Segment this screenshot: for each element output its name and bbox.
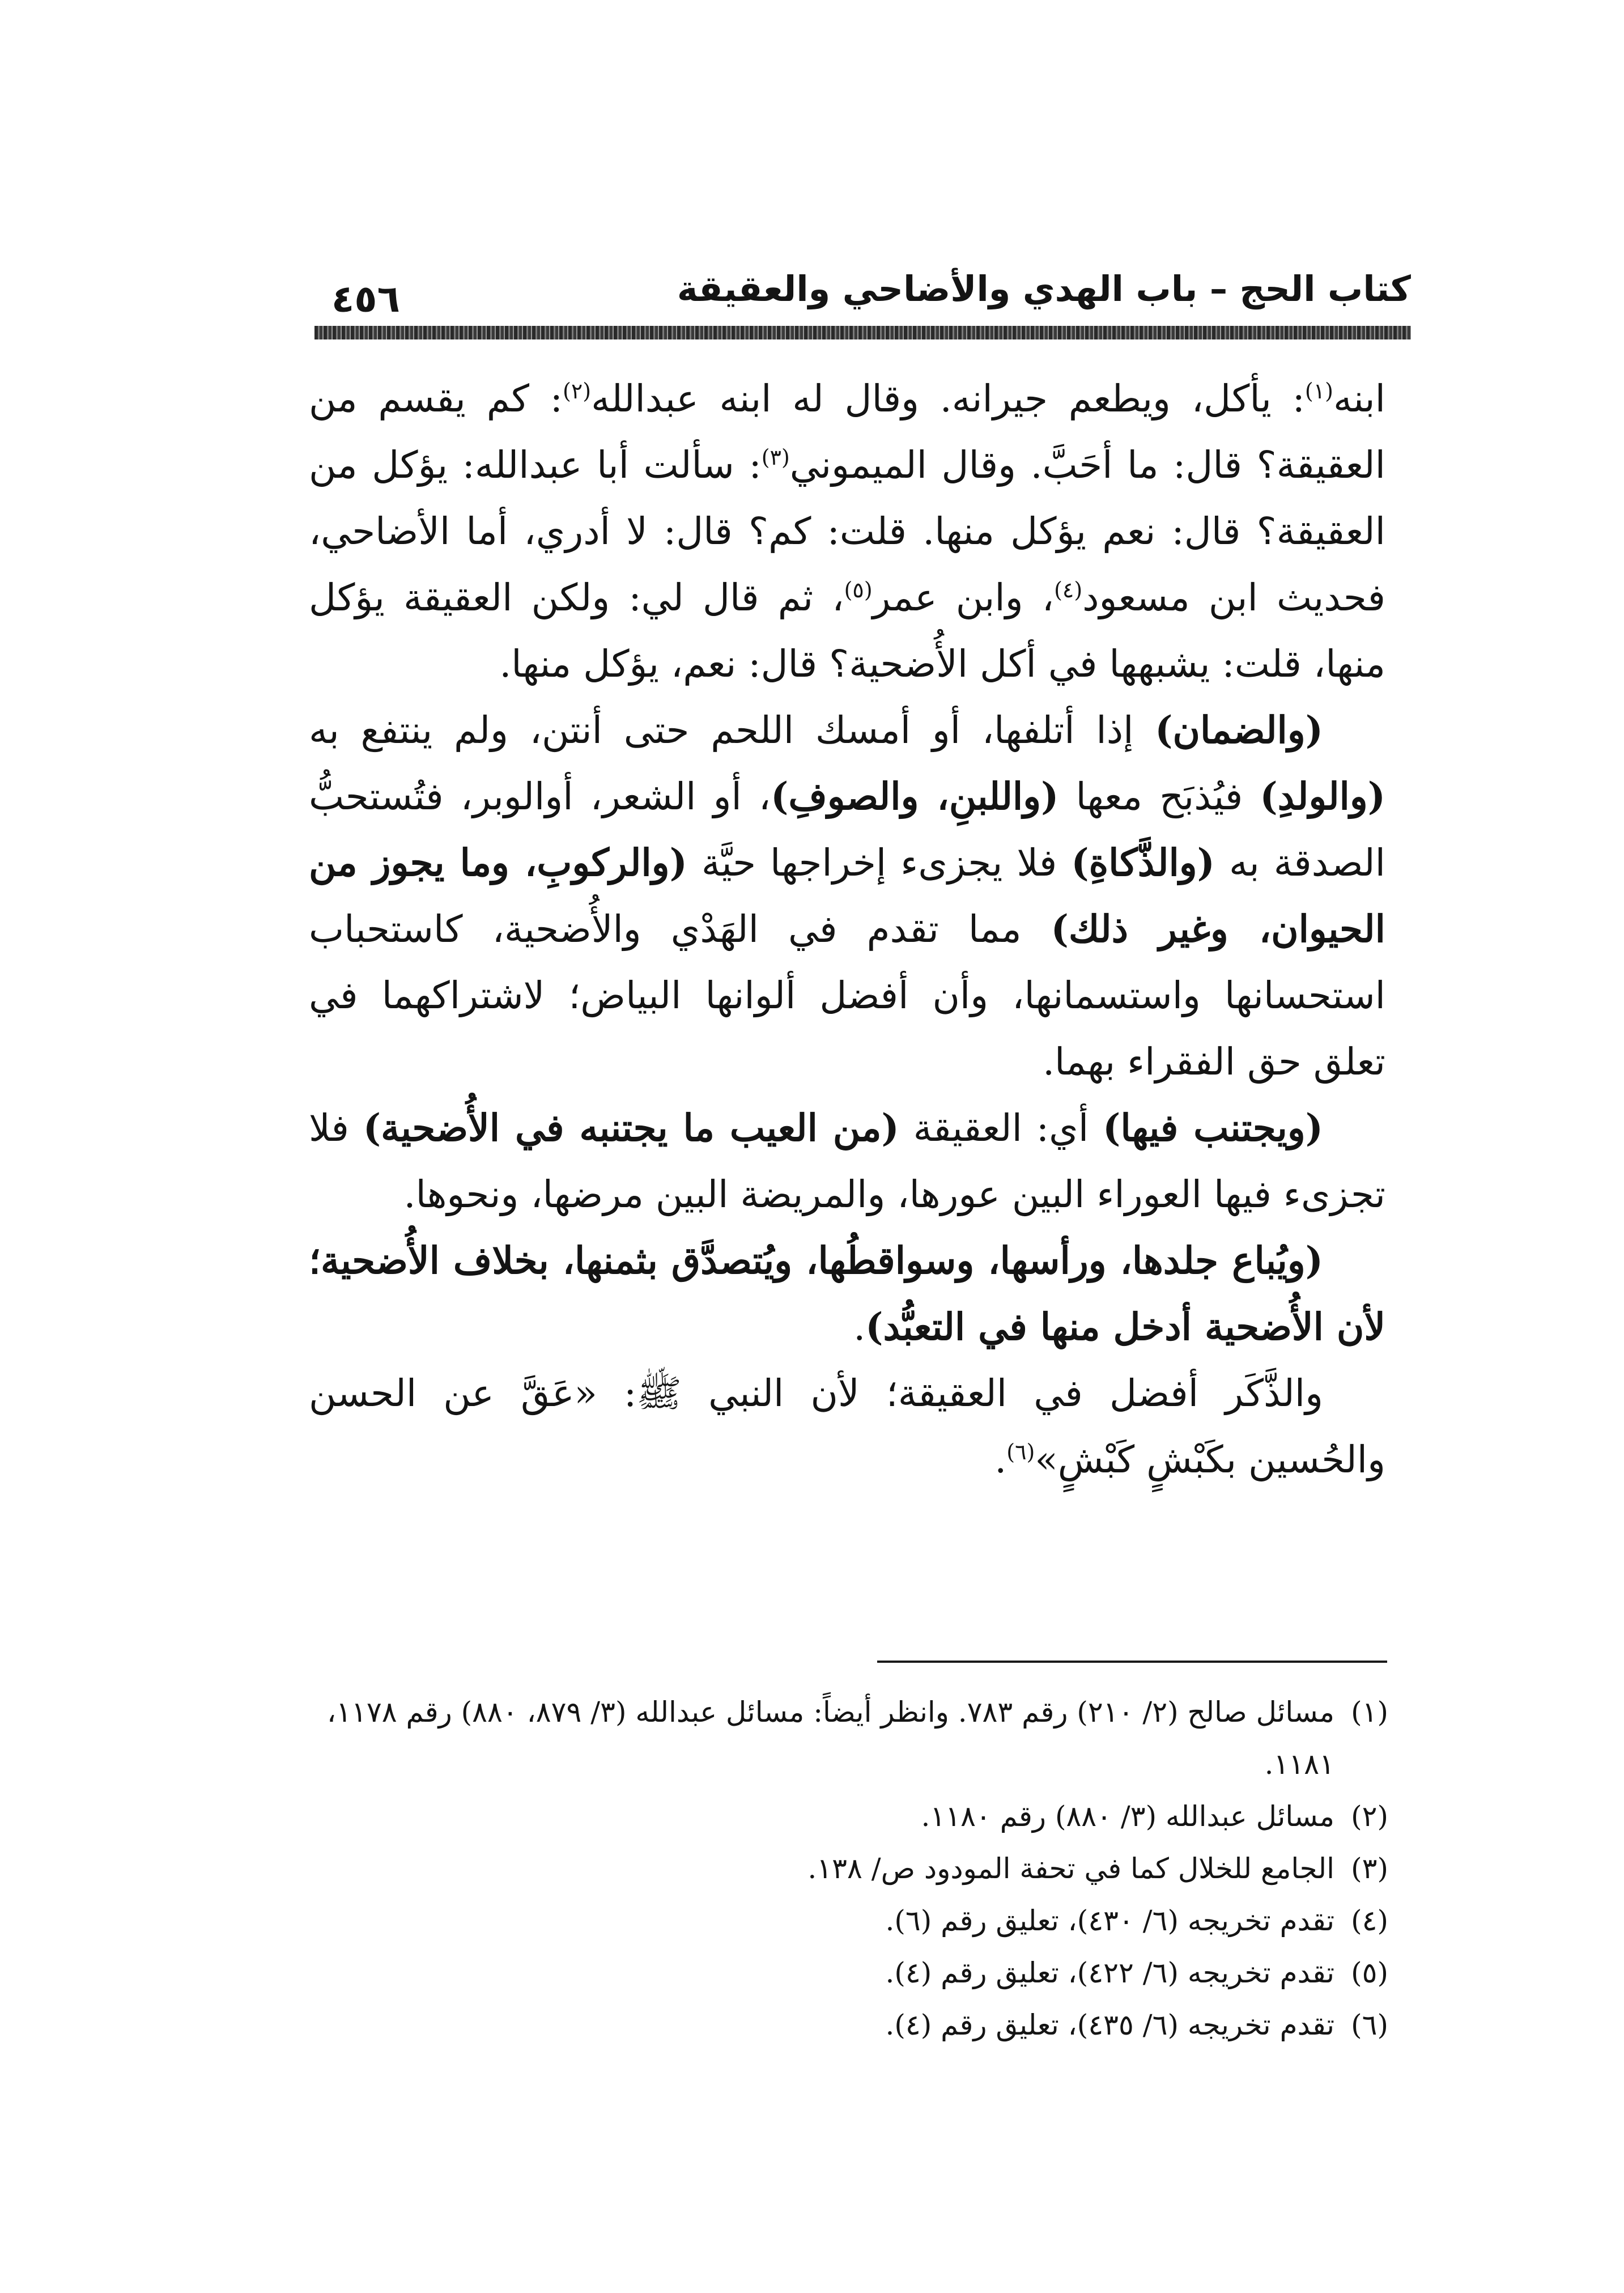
text-run: : سألت أبا عبدالله: يؤكل من العقيقة؟ قال: نعم يؤكل منها. قلت: كم؟ قال: لا أدري، أما الأضاحي، فحديث ابن مسعود <box>309 443 1385 619</box>
footnote <box>295 1686 1388 1790</box>
text-run: ، ثم قال لي: ولكن العقيقة يؤكل منها، قلت: يشبهها في أكل الأُضحية؟ قال: نعم، يؤكل منها. <box>309 576 1385 686</box>
text-run: إذا أتلفها، أو أمسك اللحم حتى أنتن، ولم ينتفع به <box>309 708 1155 752</box>
running-title: كتاب الحج – باب الهدي والأضاحي والعقيقة <box>677 268 1411 309</box>
footnote-text: الجامع للخلال كما في تحفة المودود ص/ ١٣٨. <box>807 1852 1334 1885</box>
text-run: . <box>853 1305 866 1349</box>
footnote <box>295 1842 1388 1895</box>
text-run: ، وابن عمر <box>872 576 1055 619</box>
matn-run: (ويُباع جلدها، ورأسها، وسواقطُها، ويُتصدَّق بثمنها، بخلاف الأُضحية؛ لأن الأُضحية أدخل منها في التعبُّد) <box>309 1238 1385 1349</box>
matn-run: (والركوبِ، وما يجوز من الحيوان، وغير ذلك) <box>309 840 1385 951</box>
footnote-number: (١) <box>1351 1696 1388 1729</box>
matn-run: (والولدِ) <box>1260 774 1385 818</box>
text-run: فلا تجزىء فيها العوراء البين عورها، والمريضة البين مرضها، ونحوها. <box>309 1106 1385 1216</box>
footnote <box>295 1947 1388 1999</box>
matn-run: (والضمان) <box>1155 708 1323 752</box>
footnote-ref: (٤) <box>1054 578 1083 602</box>
footnote-ref: (٢) <box>563 379 592 404</box>
footnote <box>295 1895 1388 1947</box>
text-run: : كم يقسم من العقيقة؟ قال: ما أحَبَّ. وقال الميموني <box>309 377 1385 487</box>
footnote <box>295 1999 1388 2051</box>
footnote-text: مسائل عبدالله (٣/ ٨٨٠) رقم ١١٨٠. <box>921 1800 1334 1833</box>
footnote <box>295 1790 1388 1842</box>
paragraph-1 <box>309 366 1385 697</box>
footnote-number: (٥) <box>1351 1956 1388 1989</box>
footnote-text: تقدم تخريجه (٦/ ٤٢٢)، تعليق رقم (٤). <box>885 1956 1334 1989</box>
footnote-number: (٢) <box>1351 1800 1388 1833</box>
text-run: فيُذبَح معها <box>1058 775 1260 818</box>
matn-run: (والذَّكاةِ) <box>1071 840 1215 885</box>
header-rule <box>314 326 1411 339</box>
footnote-text: تقدم تخريجه (٦/ ٤٣٥)، تعليق رقم (٤). <box>885 2009 1334 2041</box>
text-run: مما تقدم في الهَدْي والأُضحية، كاستحباب استحسانها واستسمانها، وأن أفضل ألوانها البياض؛ لاشتراكهما في تعلق حق الفقراء بهما. <box>309 907 1385 1084</box>
paragraph-4 <box>309 1228 1385 1360</box>
footnote-ref: (١) <box>1304 379 1333 404</box>
footnote-number: (٣) <box>1351 1852 1388 1885</box>
text-run: فلا يجزىء إخراجها حيَّة <box>687 841 1072 885</box>
text-run: ابنه <box>1333 377 1385 421</box>
footnote-text: تقدم تخريجه (٦/ ٤٣٠)، تعليق رقم (٦). <box>885 1904 1334 1937</box>
footnote-number: (٤) <box>1351 1904 1388 1937</box>
text-run: . <box>994 1438 1007 1481</box>
text-run: ، أو الشعر، أوالوبر، فتُستحبُّ الصدقة به <box>309 775 1385 885</box>
footnote-ref: (٦) <box>1006 1440 1035 1464</box>
matn-run: (من العيب ما يجتنبه في الأُضحية) <box>363 1106 899 1150</box>
text-run: أي: العقيقة <box>899 1106 1103 1150</box>
page-number: ٤٥٦ <box>331 277 400 321</box>
matn-run: (واللبنِ، والصوفِ) <box>771 774 1059 818</box>
text-run: والذَّكَر أفضل في العقيقة؛ لأن النبي ﷺ: «عَقَّ عن الحسن والحُسين بكَبْشٍ كَبْشٍ» <box>309 1371 1385 1481</box>
matn-run: (ويجتنب فيها) <box>1103 1106 1323 1150</box>
footnote-text: مسائل صالح (٢/ ٢١٠) رقم ٧٨٣. وانظر أيضاً: مسائل عبدالله (٣/ ٨٧٩، ٨٨٠) رقم ١١٧٨، ١١٨١. <box>326 1696 1334 1781</box>
paragraph-3 <box>309 1095 1385 1228</box>
paragraph-5 <box>309 1360 1385 1493</box>
text-run: : يأكل، ويطعم جيرانه. وقال له ابنه عبدالله <box>591 377 1305 421</box>
main-text <box>309 366 1385 1493</box>
footnote-number: (٦) <box>1351 2009 1388 2041</box>
page-header <box>314 266 1411 334</box>
footnote-separator <box>877 1661 1387 1663</box>
footnotes <box>295 1686 1388 2051</box>
paragraph-2 <box>309 697 1385 1095</box>
footnote-ref: (٥) <box>844 578 873 602</box>
footnote-ref: (٣) <box>761 445 790 470</box>
